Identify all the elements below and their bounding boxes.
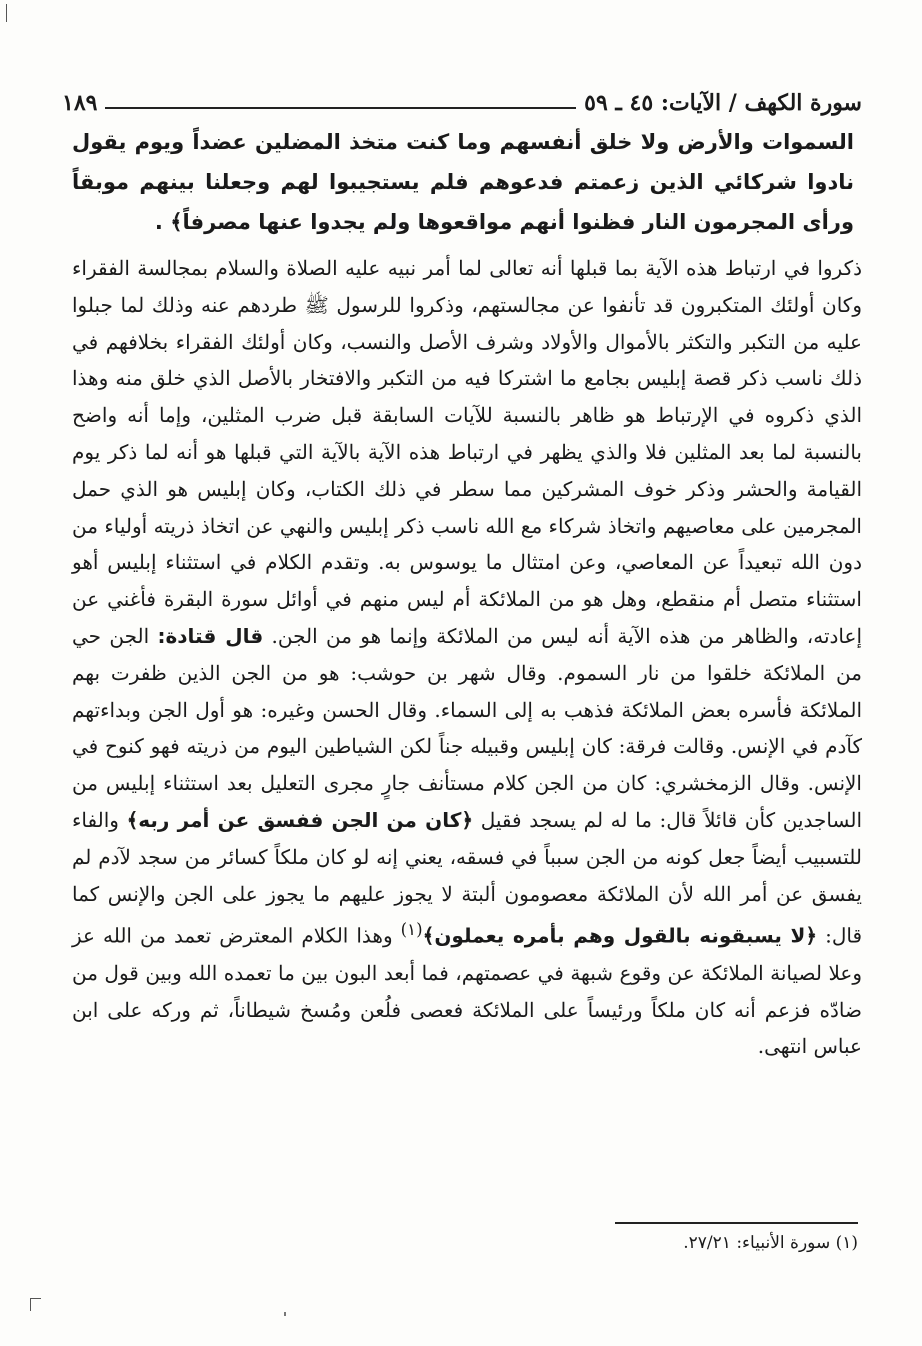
scan-edge-mark xyxy=(6,4,11,22)
footnote-rule xyxy=(615,1222,858,1224)
paragraph-1: ذكروا في ارتباط هذه الآية بما قبلها أنه تعالى لما أمر نبيه عليه الصلاة والسلام بمجالسة الفقراء وكان أولئك المتكبرون قد تأنفوا عن مجالستهم، وذكروا للرسول ﷺ طردهم عنه وذلك لما جبلوا عليه من التكبر والتكثر بالأموال والأولاد وشرف الأصل والنسب، وكان أولئك الفقراء بخلافهم في ذلك ناسب ذكر قصة إبليس بجامع ما اشتركا فيه من التكبر والافتخار بالأصل الذي خلق منه وهذا الذي ذكروه في الإرتباط هو ظاهر بالنسبة للآيات السابقة قبل ضرب المثلين، وإما أنه واضح بالنسبة لما بعد المثلين فلا والذي يظهر في ارتباط هذه الآية بالآية التي قبلها هو أنه لما ذكر يوم القيامة والحشر وذكر خوف المشركين مما سطر في ذلك الكتاب، وكان إبليس هو الذي حمل المجرمين على معاصيهم واتخاذ شركاء مع الله ناسب ذكر إبليس والنهي عن اتخاذ ذريته أولياء من دون الله تبعيداً عن المعاصي، وعن امتثال ما يوسوس به. وتقدم الكلام في استثناء إبليس أهو استثناء متصل أم منقطع، وهل هو من الملائكة أم ليس منهم في أوائل سورة البقرة فأغني عن إعادته، والظاهر من هذه الآية أنه ليس من الملائكة وإنما هو من الجن. xyxy=(72,256,862,648)
surah-title: سورة الكهف / الآيات: ٤٥ ـ ٥٩ xyxy=(584,90,862,116)
quran-verse: السموات والأرض ولا خلق أنفسهم وما كنت متخذ المضلين عضداً ويوم يقول نادوا شركائي الذين زعمتم فدعوهم فلم يستجيبوا لهم وجعلنا بينهم موبقاً ورأى المجرمون النار فظنوا أنهم مواقعوها ولم يجدوا عنها مصرفاً﴾ . xyxy=(72,130,854,234)
paragraph-4: وهذا الكلام المعترض تعمد من الله عز وعلا لصيانة الملائكة عن وقوع شبهة في عصمتهم، فما أبعد البون بين ما تعمده الله وبين قول من ضادّه فزعم أنه كان ملكاً ورئيساً على الملائكة فعصى فلُعن ومُسخ شيطاناً، ثم وركه على ابن عباس انتهى. xyxy=(72,924,862,1059)
footnote: (١) سورة الأنبياء: ٢٧/٢١. xyxy=(683,1233,858,1253)
footnote-reference: (١) xyxy=(400,920,423,940)
quoted-verse-2: ﴿لا يسبقونه بالقول وهم بأمره يعملون﴾ xyxy=(422,924,818,948)
scan-corner-mark xyxy=(30,1298,41,1311)
commentary-body xyxy=(72,250,862,1065)
page-number: ١٨٩ xyxy=(62,90,98,116)
running-header xyxy=(62,86,862,116)
header-rule xyxy=(105,107,576,109)
paragraph-2: الجن حي من الملائكة خلقوا من نار السموم. وقال شهر بن حوشب: هو من الجن الذين ظفرت بهم الملائكة فأسره بعض الملائكة فذهب به إلى السماء. وقال الحسن وغيره: هو أول الجن وبداءتهم كآدم في الإنس. وقالت فرقة: كان إبليس وقبيله جناً لكن الشياطين اليوم من ذريته فهو كنوح في الإنس. وقال الزمخشري: كان من الجن كلام مستأنف جارٍ مجرى التعليل بعد استثناء إبليس من الساجدين كأن قائلاً قال: ما له لم يسجد فقيل xyxy=(72,623,863,832)
scan-dot-mark xyxy=(284,1312,286,1316)
qatada-label: قال قتادة: xyxy=(157,623,264,648)
paragraph-3: والفاء للتسبيب أيضاً جعل كونه من الجن سبباً في فسقه، يعني إنه لو كان ملكاً كسائر من سجد لآدم لم يفسق عن أمر الله لأن الملائكة معصومون ألبتة لا يجوز عليهم ما يجوز على الجن والإنس كما قال: xyxy=(72,807,863,948)
quoted-verse-1: ﴿كان من الجن ففسق عن أمر ربه﴾ xyxy=(126,807,474,832)
